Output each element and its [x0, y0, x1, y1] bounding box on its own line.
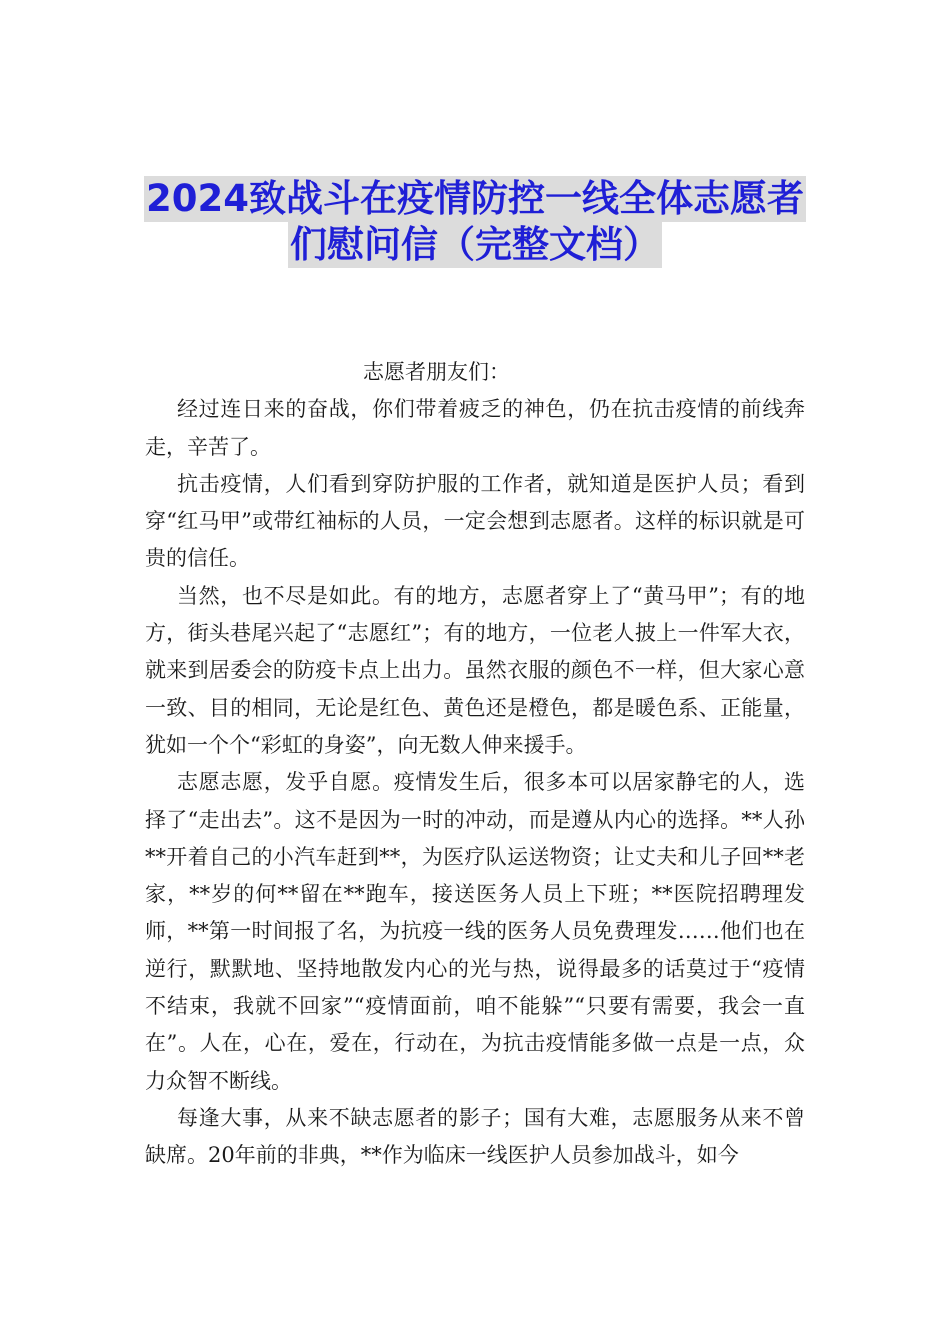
letter-body — [145, 354, 805, 1175]
paragraph-1: 经过连日来的奋战，你们带着疲乏的神色，仍在抗击疫情的前线奔走，辛苦了。 — [145, 397, 805, 459]
title-line-1: 2024致战斗在疫情防控一线全体志愿者 — [146, 177, 804, 220]
paragraph-2: 抗击疫情，人们看到穿防护服的工作者，就知道是医护人员；看到穿“红马甲”或带红袖标的人员，一定会想到志愿者。这样的标识就是可贵的信任。 — [145, 471, 805, 571]
document-title — [0, 176, 950, 268]
title-line-2: 们慰问信（完整文档） — [290, 223, 660, 266]
paragraph-3: 当然，也不尽是如此。有的地方，志愿者穿上了“黄马甲”；有的地方，街头巷尾兴起了“志愿红”；有的地方，一位老人披上一件军大衣，就来到居委会的防疫卡点上出力。虽然衣服的颜色不一样，但大家心意一致、目的相同，无论是红色、黄色还是橙色，都是暖色系、正能量，犹如一个个“彩虹的身姿”，向无数人伸来援手。 — [145, 583, 805, 757]
paragraph-5: 每逢大事，从来不缺志愿者的影子；国有大难，志愿服务从来不曾缺席。20年前的非典，**作为临床一线医护人员参加战斗，如今 — [145, 1105, 805, 1168]
salutation: 志愿者朋友们： — [363, 360, 510, 384]
paragraph-4: 志愿志愿，发乎自愿。疫情发生后，很多本可以居家静宅的人，选择了“走出去”。这不是因为一时的冲动，而是遵从内心的选择。**人孙**开着自己的小汽车赶到**，为医疗队运送物资；让丈夫和儿子回**老家，**岁的何**留在**跑车，接送医务人员上下班；**医院招聘理发师，**第一时间报了名，为抗疫一线的医务人员免费理发……他们也在逆行，默默地、坚持地散发内心的光与热，说得最多的话莫过于“疫情不结束，我就不回家”“疫情面前，咱不能躲”“只要有需要，我会一直在”。人在，心在，爱在，行动在，为抗击疫情能多做一点是一点，众力众智不断线。 — [145, 770, 805, 1093]
